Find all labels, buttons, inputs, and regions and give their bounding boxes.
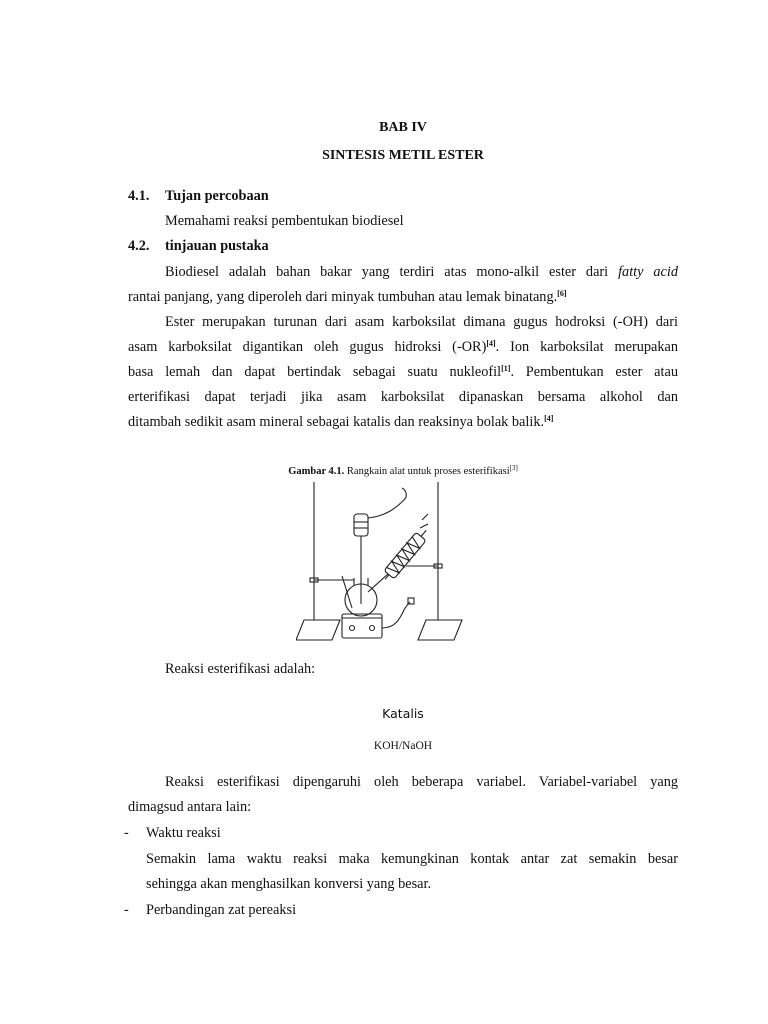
text-run: . Pembentukan ester atau [510, 364, 678, 380]
paragraph-line [128, 289, 567, 306]
condenser-outlet [420, 524, 428, 528]
list-item-description: Semakin lama waktu reaksi maka kemungkinan kontak antar zat semakin besar [146, 851, 678, 867]
figure-label: Gambar 4.1. [288, 466, 345, 477]
text-run: rantai panjang, yang diperoleh dari minyak tumbuhan atau lemak binatang. [128, 289, 558, 305]
list-item-description: sehingga akan menghasilkan konversi yang besar. [146, 876, 432, 892]
citation: [4] [486, 339, 496, 348]
paragraph-line [165, 264, 678, 281]
catalyst-formula: KOH/NaOH [373, 740, 433, 752]
citation: [6] [557, 289, 567, 298]
section-title: tinjauan pustaka [165, 238, 269, 254]
paragraph-line [128, 364, 678, 381]
paragraph-line: Reaksi esterifikasi dipengaruhi oleh beberapa variabel. Variabel-variabel yang [165, 774, 678, 790]
italic-term: fatty acid [618, 264, 678, 280]
list-item-title: Perbandingan zat pereaksi [146, 902, 297, 918]
list-item-title: Waktu reaksi [146, 825, 221, 841]
figure-caption [128, 464, 678, 477]
text-run: Biodiesel adalah bahan bakar yang terdiri atas mono-alkil ester dari [165, 264, 609, 280]
paragraph-line: Ester merupakan turunan dari asam karboksilat dimana gugus hodroksi (-OH) dari [165, 314, 678, 330]
esterification-apparatus-figure [296, 478, 476, 646]
list-bullet: - [124, 825, 129, 841]
side-arm [368, 574, 388, 592]
chapter-title: SINTESIS METIL ESTER [322, 148, 484, 163]
hot-plate-knob [350, 626, 355, 631]
motor-cable [368, 488, 406, 518]
text-run: ditambah sedikit asam mineral sebagai katalis dan reaksinya bolak balik. [128, 414, 545, 430]
right-stand-base [418, 620, 462, 640]
section-heading-4-2 [128, 238, 269, 255]
paragraph-line [128, 339, 678, 356]
section-body: Memahami reaksi pembentukan biodiesel [165, 213, 404, 229]
power-cable [382, 602, 410, 628]
reaction-intro: Reaksi esterifikasi adalah: [165, 661, 316, 677]
catalyst-label: Katalis [382, 706, 424, 721]
paragraph-line: erterifikasi dapat terjadi jika asam karboksilat dipanaskan bersama alkohol dan [128, 389, 678, 405]
list-bullet: - [124, 902, 129, 918]
paragraph-line [128, 414, 553, 431]
citation: [4] [544, 414, 554, 423]
section-number: 4.2. [128, 238, 150, 254]
section-number: 4.1. [128, 188, 150, 204]
stirrer-motor [354, 514, 368, 536]
section-title: Tujan percobaan [165, 188, 269, 204]
section-heading-4-1 [128, 188, 269, 205]
text-run: asam karboksilat digantikan oleh gugus hidroksi (-OR) [128, 339, 487, 355]
condenser-outlet [422, 514, 428, 520]
citation: [1] [501, 364, 511, 373]
text-run: basa lemah dan dapat bertindak sebagai suatu nukleofil [128, 364, 502, 380]
thermometer [342, 576, 352, 608]
hot-plate-knob [370, 626, 375, 631]
paragraph-line: dimagsud antara lain: [128, 799, 252, 815]
text-run: . Ion karboksilat merupakan [495, 339, 678, 355]
citation: [3] [509, 464, 518, 472]
chapter-number: BAB IV [379, 120, 427, 135]
left-stand-base [296, 620, 340, 640]
figure-caption-text: Rangkain alat untuk proses esterifikasi [346, 466, 510, 477]
